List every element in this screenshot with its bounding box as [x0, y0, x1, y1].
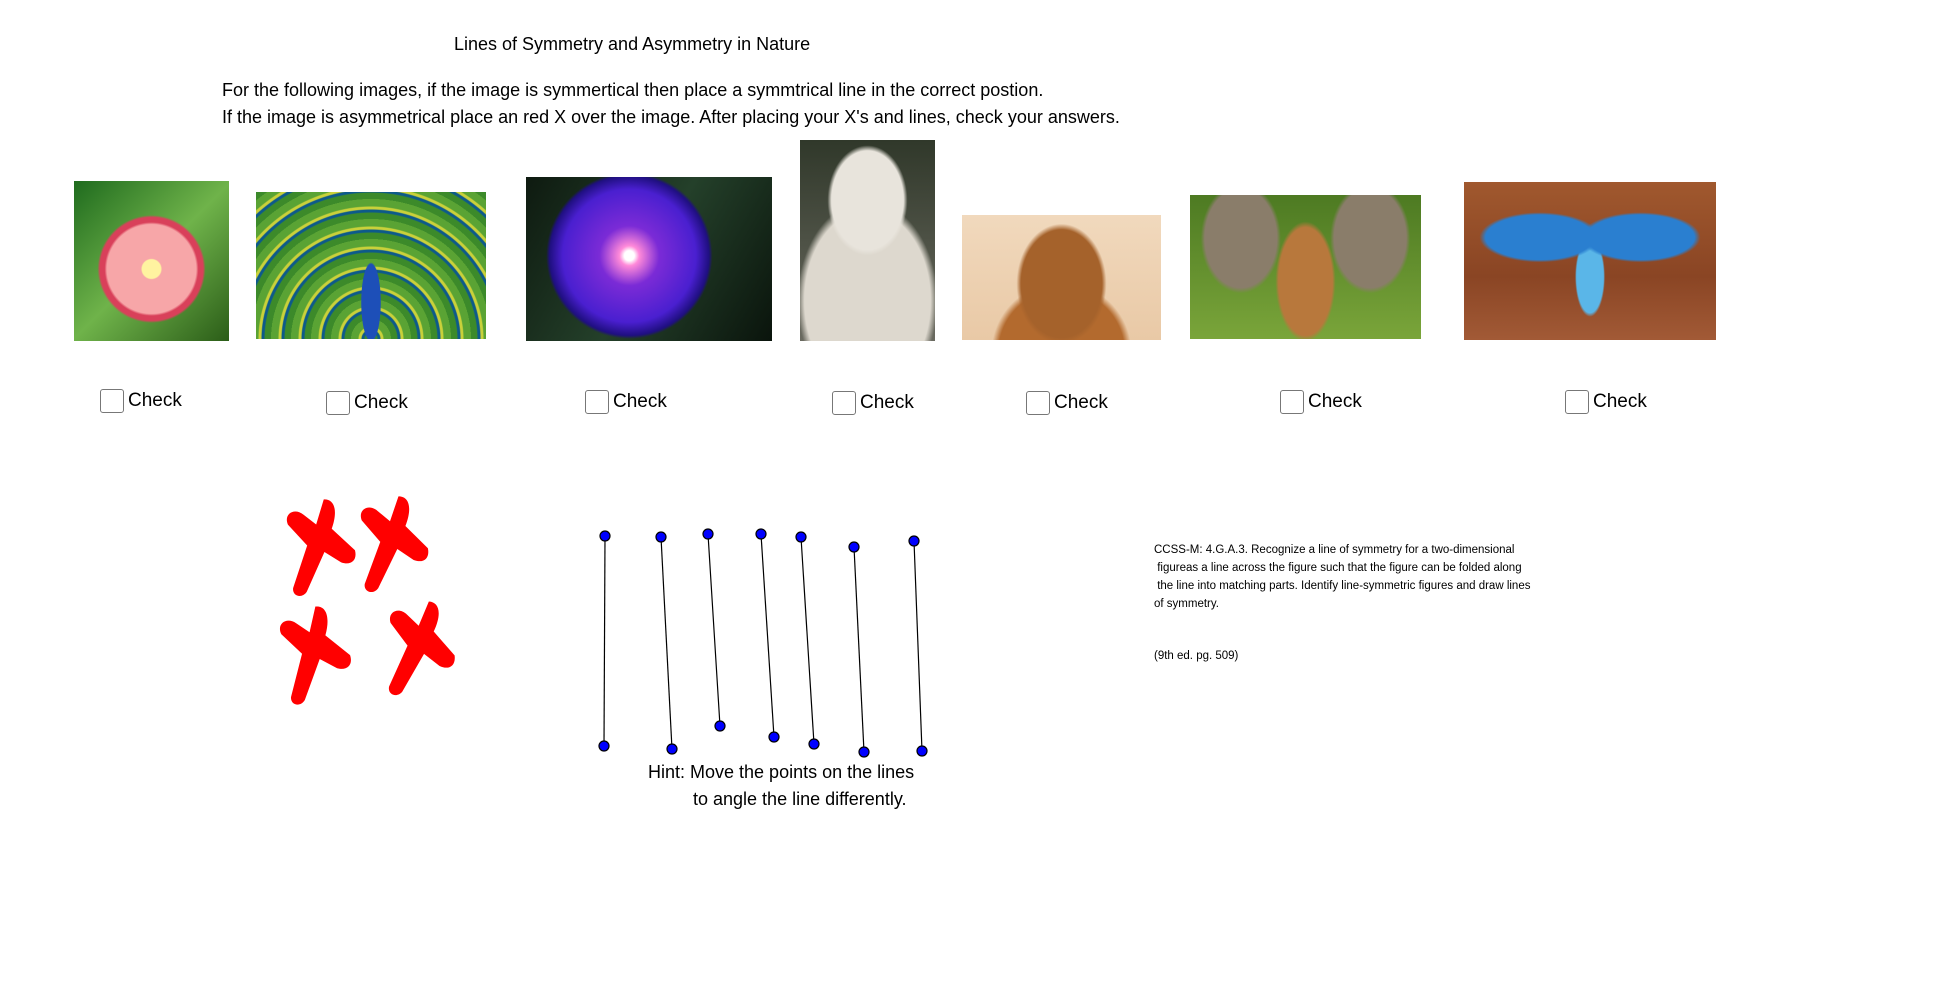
reference-text: (9th ed. pg. 509)	[1154, 650, 1239, 662]
hint-line-2: to angle the line differently.	[693, 789, 907, 809]
line-point[interactable]	[715, 721, 725, 731]
red-x-mark[interactable]	[348, 490, 437, 601]
symmetry-line[interactable]	[599, 531, 610, 751]
checkbox-label: Check	[1054, 392, 1108, 413]
symmetry-line[interactable]	[849, 542, 869, 757]
line-point[interactable]	[756, 529, 766, 539]
page-title: Lines of Symmetry and Asymmetry in Nature	[454, 34, 811, 54]
standard-text: CCSS-M: 4.G.A.3. Recognize a line of symmetry for a two-dimensional figureas a line across the figure such that the figure can be folded along the line into matching parts. Identify line-symmetric figures and draw lines of symmetry.	[1154, 544, 1531, 610]
line-point[interactable]	[769, 732, 779, 742]
instruction-line-1: For the following images, if the image is symmertical then place a symmtrical line in the correct postion.	[222, 80, 1044, 100]
line-point[interactable]	[917, 746, 927, 756]
line-point[interactable]	[909, 536, 919, 546]
checkbox-label: Check	[354, 392, 408, 413]
checkbox-label: Check	[128, 390, 182, 411]
symmetry-line[interactable]	[656, 532, 677, 754]
checkbox-label: Check	[860, 392, 914, 413]
line-point[interactable]	[809, 739, 819, 749]
line-point[interactable]	[849, 542, 859, 552]
symmetry-line[interactable]	[909, 536, 927, 756]
symmetry-line[interactable]	[756, 529, 779, 742]
hint-line-1: Hint: Move the points on the lines	[648, 762, 915, 782]
red-x-mark[interactable]	[372, 593, 467, 707]
red-x-mark[interactable]	[275, 604, 355, 708]
line-point[interactable]	[599, 741, 609, 751]
symmetry-line[interactable]	[703, 529, 725, 731]
symmetry-line[interactable]	[796, 532, 819, 749]
instruction-line-2: If the image is asymmetrical place an red X over the image. After placing your X's and lines, check your answers.	[222, 107, 1120, 127]
red-x-mark[interactable]	[276, 494, 362, 603]
line-point[interactable]	[667, 744, 677, 754]
line-point[interactable]	[703, 529, 713, 539]
line-point[interactable]	[859, 747, 869, 757]
checkbox-label: Check	[1308, 391, 1362, 412]
line-point[interactable]	[656, 532, 666, 542]
line-point[interactable]	[600, 531, 610, 541]
checkbox-label: Check	[613, 391, 667, 412]
line-point[interactable]	[796, 532, 806, 542]
checkbox-label: Check	[1593, 391, 1647, 412]
